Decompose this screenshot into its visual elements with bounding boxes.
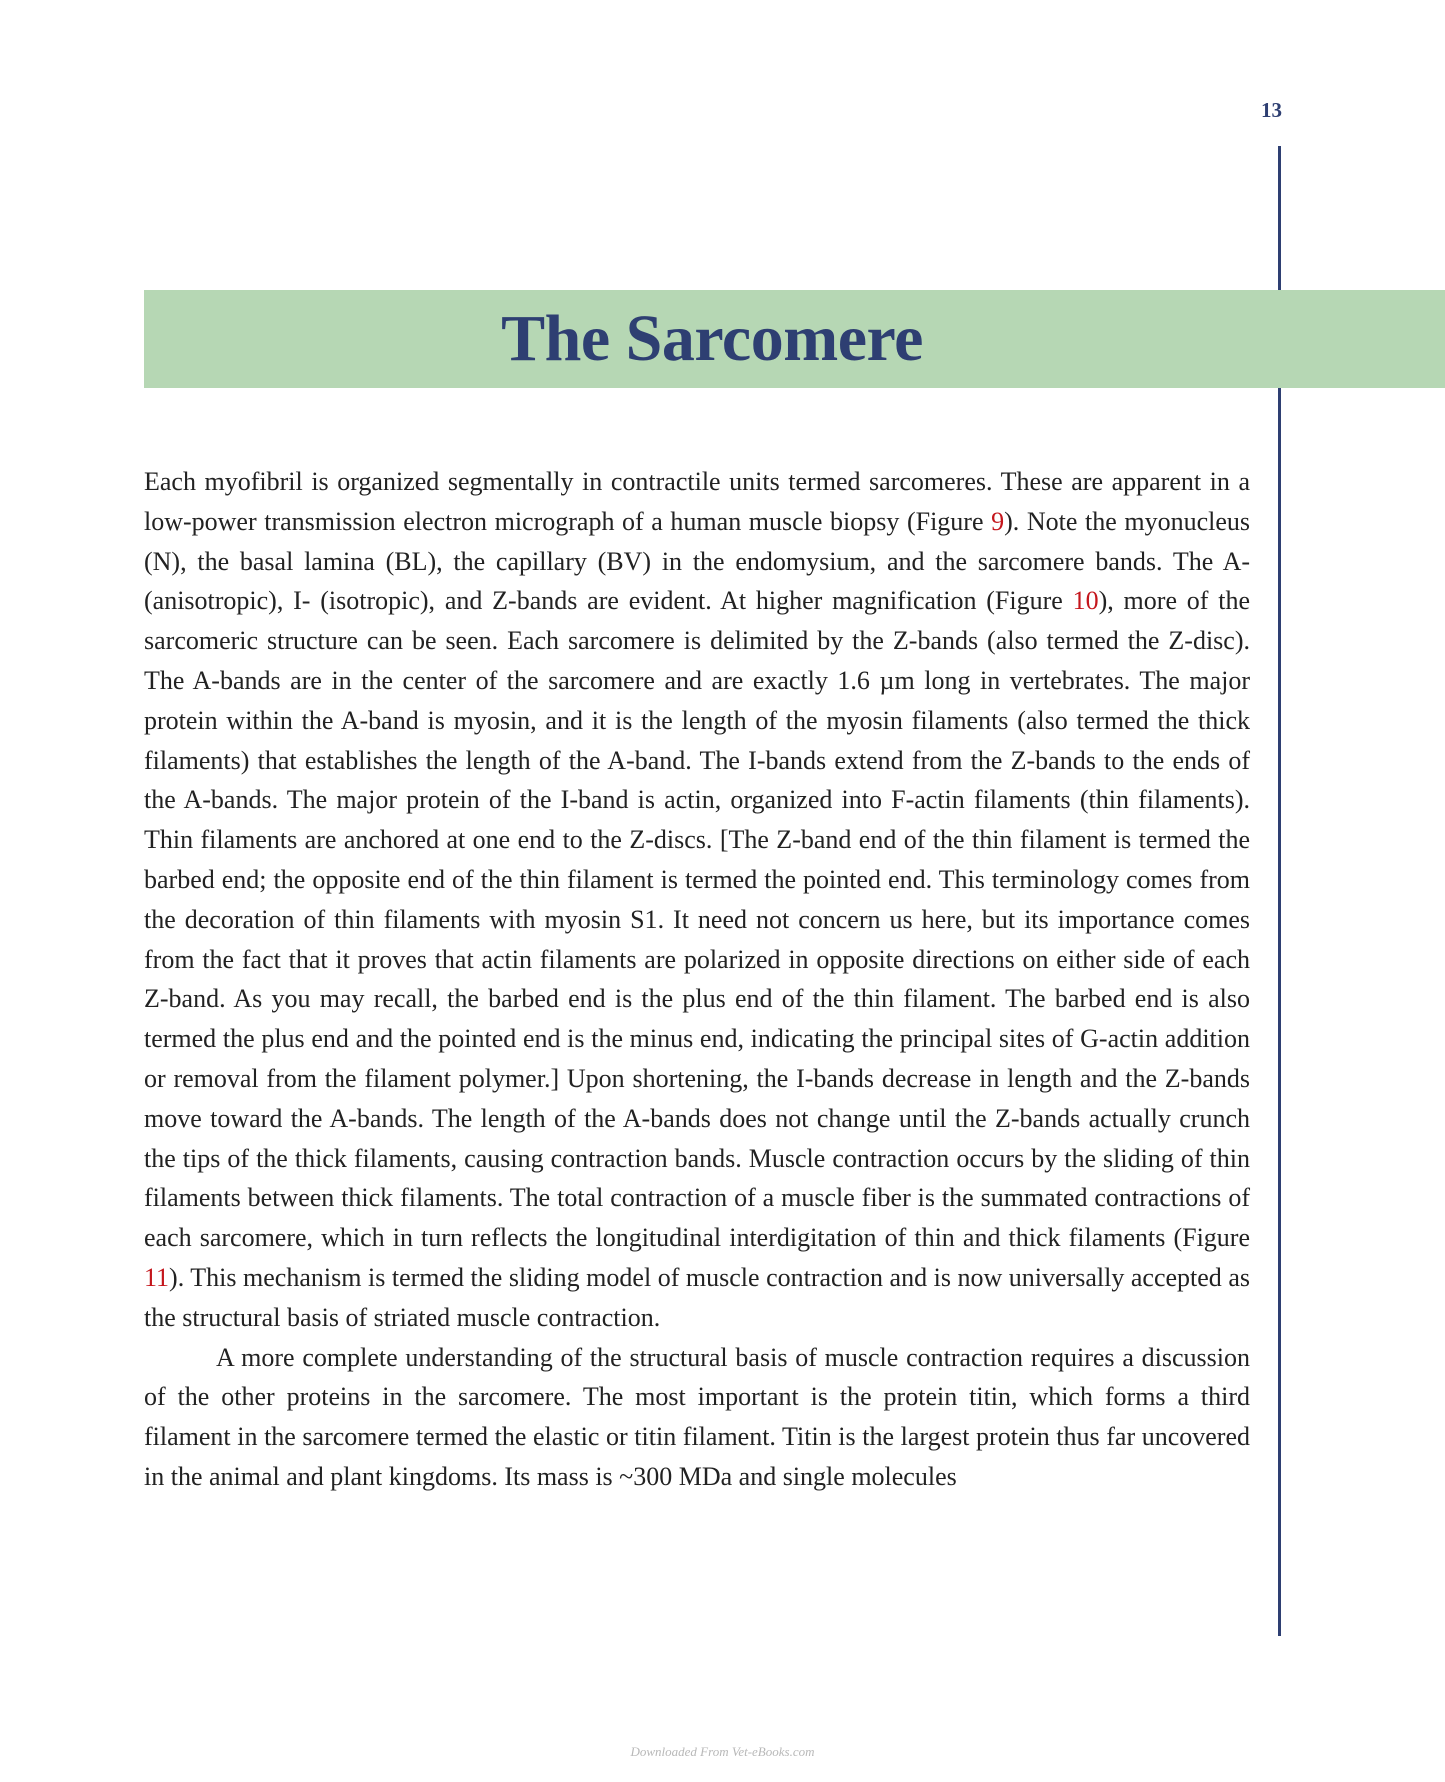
page-number: 13 xyxy=(1261,98,1282,122)
figure-ref-11-link[interactable]: 11 xyxy=(144,1262,170,1292)
paragraph-1 xyxy=(144,462,1250,1338)
figure-ref-10-link[interactable]: 10 xyxy=(1072,586,1099,616)
margin-rule-top xyxy=(1278,146,1281,290)
watermark-footer: Downloaded From Vet-eBooks.com xyxy=(630,1744,815,1759)
text-run: A more complete understanding of the structural basis of muscle contraction requires a discussion of the other proteins in the sarcomere. The most important is the protein titin, which forms a third filament in the sarcomere termed the elastic or titin filament. Titin is the largest protein thus far uncovered in the animal and plant kingdoms. Its mass is ~300 MDa and single molecules xyxy=(144,1342,1250,1491)
body-text xyxy=(144,462,1250,1497)
paragraph-2 xyxy=(144,1338,1250,1497)
margin-rule-bottom xyxy=(1278,388,1281,1636)
chapter-title: The Sarcomere xyxy=(501,302,923,375)
text-run: ). This mechanism is termed the sliding model of muscle contraction and is now universally accepted as the structural basis of striated muscle contraction. xyxy=(144,1262,1250,1332)
text-run: ). Note the myonucleus (N), the basal lamina (BL), the capillary (BV) in the endomysium, and the sarcomere bands. The A- (anisotropic), I- (isotropic), and Z-bands are evident. At higher magnification (Figure xyxy=(144,506,1251,616)
text-run: Each myofibril is organized segmentally in contractile units termed sarcomeres. These are apparent in a low-power transmission electron micrograph of a human muscle biopsy (Figure xyxy=(144,467,1250,536)
figure-ref-9-link[interactable]: 9 xyxy=(991,506,1005,536)
text-run: ), more of the sarcomeric structure can be seen. Each sarcomere is delimited by the Z-bands (also termed the Z-disc). The A-bands are in the center of the sarcomere and are exactly 1.6 µm long in vertebrates. The major protein within the A-band is myosin, and it is the length of the myosin filaments (also termed the thick filaments) that establishes the length of the A-band. The I-bands extend from the Z-bands to the ends of the A-bands. The major protein of the I-band is actin, organized into F-actin filaments (thin filaments). Thin filaments are anchored at one end to the Z-discs. [The Z-band end of the thin filament is termed the barbed end; the opposite end of the thin filament is termed the pointed end. This terminology comes from the decoration of thin filaments with myosin S1. It need not concern us here, but its importance comes from the fact that it proves that actin filaments are polarized in opposite directions on either side of each Z-band. As you may recall, the barbed end is the plus end of the thin filament. The barbed end is also termed the plus end and the pointed end is the minus end, indicating the principal sites of G-actin addition or removal from the filament polymer.] Upon shortening, the I-bands decrease in length and the Z-bands move toward the A-bands. The length of the A-bands does not change until the Z-bands actually crunch the tips of the thick filaments, causing contraction bands. Muscle contraction occurs by the sliding of thin filaments between thick filaments. The total contraction of a muscle fiber is the summated contractions of each sarcomere, which in turn reflects the longitudinal interdigitation of thin and thick filaments (Figure xyxy=(144,586,1250,1253)
